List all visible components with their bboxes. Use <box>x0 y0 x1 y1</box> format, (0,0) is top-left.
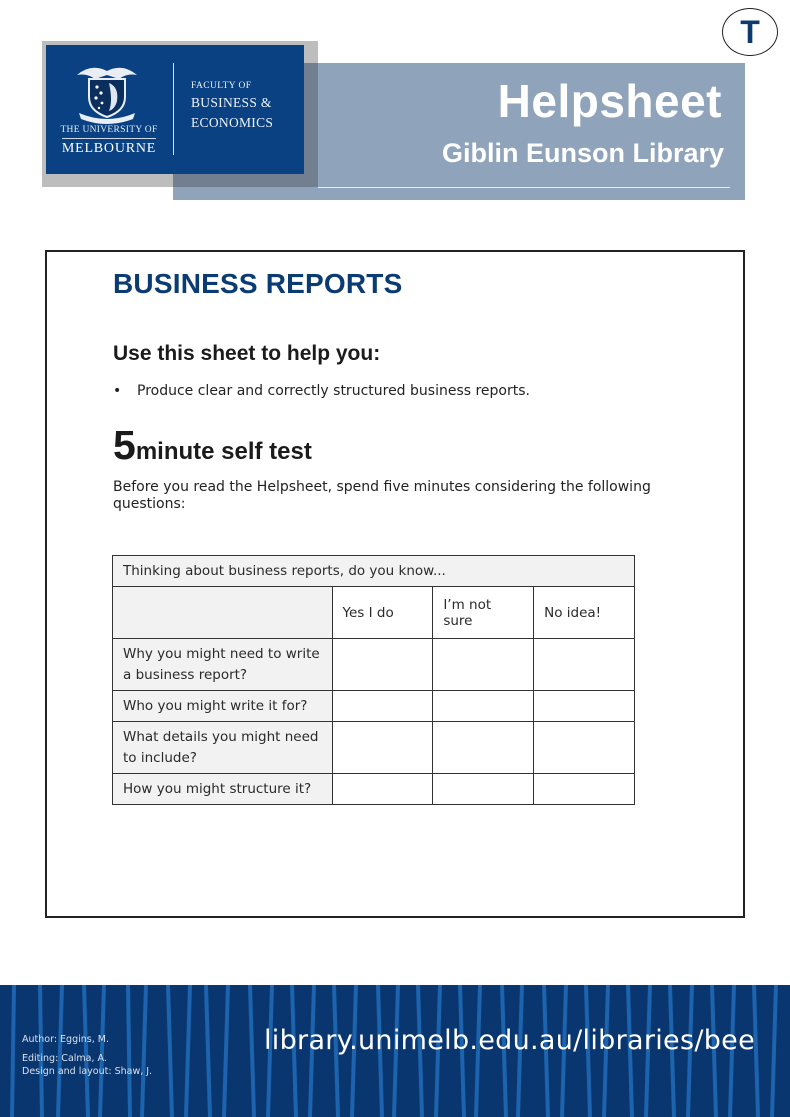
university-logo <box>46 45 304 174</box>
question-cell: Why you might need to write a business report? <box>113 639 333 691</box>
question-cell: Who you might write it for? <box>113 691 333 722</box>
faculty-line2: BUSINESS & <box>191 95 272 110</box>
credit-design: Design and layout: Shaw, J. <box>22 1066 153 1077</box>
category-badge <box>722 8 778 56</box>
answer-cell-not-sure[interactable] <box>433 639 534 691</box>
header-cell-no-idea: No idea! <box>534 587 635 639</box>
table-caption: Thinking about business reports, do you know... <box>113 556 635 587</box>
selftest-intro: Before you read the Helpsheet, spend five minutes considering the following questions: <box>113 479 651 512</box>
answer-cell-yes[interactable] <box>332 691 433 722</box>
answer-cell-no-idea[interactable] <box>534 639 635 691</box>
credit-editing: Editing: Calma, A. <box>22 1053 107 1064</box>
library-url-link[interactable]: library.unimelb.edu.au/libraries/bee <box>264 1025 755 1056</box>
university-name-line1: THE UNIVERSITY OF <box>60 125 158 135</box>
logo-divider <box>62 138 156 139</box>
self-test-table <box>112 555 635 805</box>
answer-cell-no-idea[interactable] <box>534 691 635 722</box>
credit-author: Author: Eggins, M. <box>22 1034 109 1045</box>
purpose-heading: Use this sheet to help you: <box>113 342 381 365</box>
answer-cell-no-idea[interactable] <box>534 774 635 805</box>
header-subtitle: Giblin Eunson Library <box>441 138 724 168</box>
header-cell-yes: Yes I do <box>332 587 433 639</box>
bullet-icon: • <box>113 383 122 399</box>
table-caption-row <box>113 556 635 587</box>
badge-letter: T <box>740 13 760 50</box>
selftest-heading <box>113 422 312 469</box>
table-row <box>113 691 635 722</box>
university-name-line2: MELBOURNE <box>61 141 157 156</box>
question-cell: What details you might need to include? <box>113 722 333 774</box>
answer-cell-yes[interactable] <box>332 639 433 691</box>
answer-cell-yes[interactable] <box>332 774 433 805</box>
purpose-item-text: Produce clear and correctly structured business reports. <box>137 383 530 399</box>
selftest-label: minute self test <box>135 438 312 465</box>
purpose-list <box>113 383 530 399</box>
table-row <box>113 722 635 774</box>
table-header-row <box>113 587 635 639</box>
question-cell: How you might structure it? <box>113 774 333 805</box>
header-cell-blank <box>113 587 333 639</box>
faculty-name <box>191 81 273 133</box>
faculty-line1: FACULTY OF <box>191 81 252 91</box>
purpose-list-item <box>113 383 530 399</box>
page-title: BUSINESS REPORTS <box>113 268 403 299</box>
header-cell-not-sure: I’m not sure <box>433 587 534 639</box>
faculty-line3: ECONOMICS <box>191 115 274 130</box>
answer-cell-not-sure[interactable] <box>433 774 534 805</box>
answer-cell-yes[interactable] <box>332 722 433 774</box>
table-row <box>113 639 635 691</box>
university-crest-icon <box>71 61 143 125</box>
answer-cell-no-idea[interactable] <box>534 722 635 774</box>
credits <box>22 1033 152 1078</box>
header-title: Helpsheet <box>497 75 722 127</box>
selftest-number: 5 <box>113 422 136 468</box>
footer <box>0 985 790 1117</box>
table-row <box>113 774 635 805</box>
answer-cell-not-sure[interactable] <box>433 691 534 722</box>
answer-cell-not-sure[interactable] <box>433 722 534 774</box>
logo-vertical-divider <box>173 63 174 155</box>
header-rule <box>318 187 730 188</box>
